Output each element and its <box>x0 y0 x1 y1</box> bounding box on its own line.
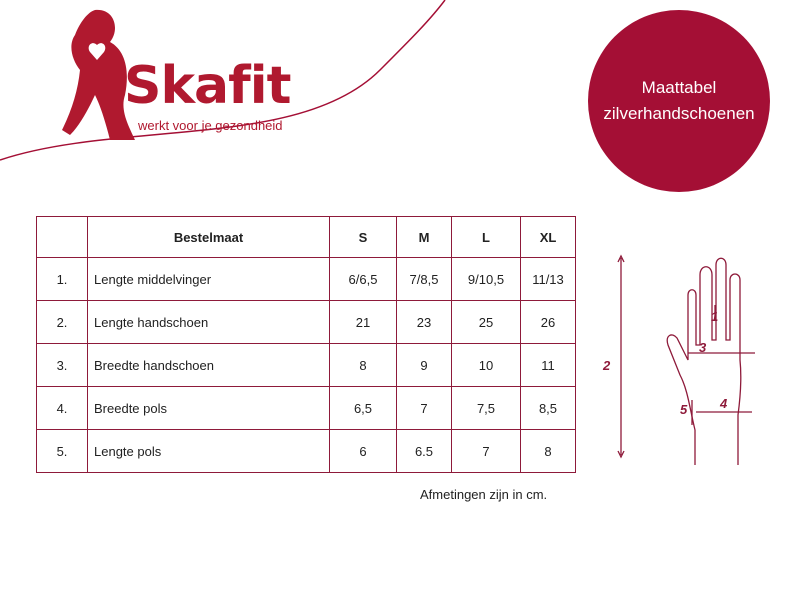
table-header-row <box>37 217 576 258</box>
header-cell: L <box>452 217 521 258</box>
table-cell: 7,5 <box>452 387 521 430</box>
table-row <box>37 344 576 387</box>
units-note: Afmetingen zijn in cm. <box>420 487 548 502</box>
diagram-label-2: 2 <box>603 358 611 373</box>
table-cell: Lengte middelvinger <box>88 258 330 301</box>
table-cell: 8,5 <box>521 387 576 430</box>
table-row <box>37 387 576 430</box>
header-cell: Bestelmaat <box>88 217 330 258</box>
header-cell <box>37 217 88 258</box>
badge-line-1: Maattabel <box>641 78 717 97</box>
diagram-label-3: 3 <box>699 340 707 355</box>
size-table <box>36 216 576 473</box>
table-cell: 6/6,5 <box>330 258 397 301</box>
table-cell: 21 <box>330 301 397 344</box>
table-cell: 9 <box>397 344 452 387</box>
hand-diagram <box>600 250 780 465</box>
table-cell: 1. <box>37 258 88 301</box>
table-cell: 3. <box>37 344 88 387</box>
table-row <box>37 430 576 473</box>
badge-line-2: zilverhandschoenen <box>603 104 755 123</box>
table-cell: Breedte pols <box>88 387 330 430</box>
header-cell: XL <box>521 217 576 258</box>
table-cell: Breedte handschoen <box>88 344 330 387</box>
table-cell: 8 <box>521 430 576 473</box>
table-cell: 11/13 <box>521 258 576 301</box>
logo-brand: Skafit <box>124 56 291 116</box>
table-cell: 2. <box>37 301 88 344</box>
table-cell: 9/10,5 <box>452 258 521 301</box>
table-cell: 7 <box>397 387 452 430</box>
table-cell: 10 <box>452 344 521 387</box>
table-cell: Lengte handschoen <box>88 301 330 344</box>
table-cell: 7/8,5 <box>397 258 452 301</box>
header-cell: S <box>330 217 397 258</box>
logo-tagline: werkt voor je gezondheid <box>138 118 283 133</box>
table-row <box>37 258 576 301</box>
hand-illustration <box>600 250 780 465</box>
diagram-label-1: 1 <box>711 309 719 324</box>
table-cell: 6,5 <box>330 387 397 430</box>
table-cell: 7 <box>452 430 521 473</box>
table-row <box>37 301 576 344</box>
table-cell: 26 <box>521 301 576 344</box>
table-cell: 5. <box>37 430 88 473</box>
table-cell: 6 <box>330 430 397 473</box>
diagram-label-5: 5 <box>680 402 688 417</box>
table-cell: 8 <box>330 344 397 387</box>
table-cell: 4. <box>37 387 88 430</box>
logo <box>0 0 460 170</box>
header-cell: M <box>397 217 452 258</box>
table-cell: Lengte pols <box>88 430 330 473</box>
table-cell: 25 <box>452 301 521 344</box>
diagram-label-4: 4 <box>720 396 728 411</box>
table-cell: 23 <box>397 301 452 344</box>
title-badge <box>588 10 770 192</box>
table-cell: 6.5 <box>397 430 452 473</box>
table-cell: 11 <box>521 344 576 387</box>
